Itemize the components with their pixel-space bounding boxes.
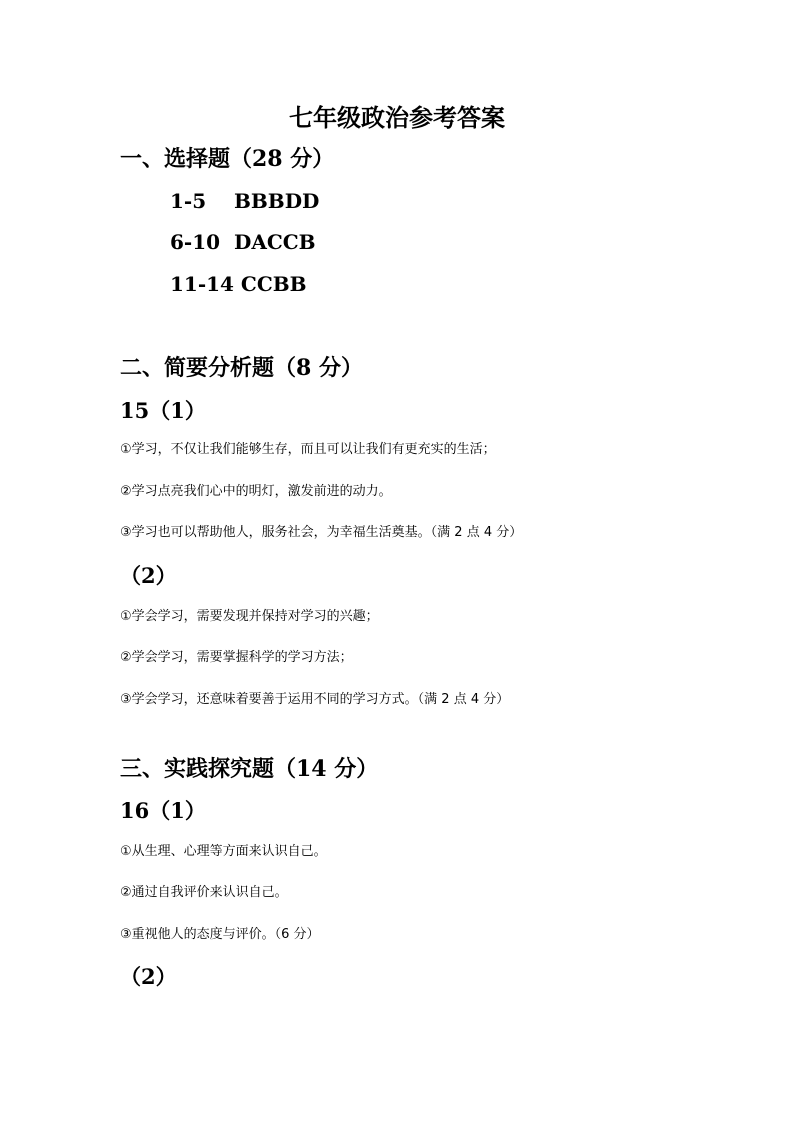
answer-row-1-5: 1-5 BBBDD xyxy=(170,189,320,213)
answer-row-6-10: 6-10 DACCB xyxy=(170,230,316,254)
question-15-part2-label: （2） xyxy=(120,563,177,588)
q15-part1-point-1: ①学习，不仅让我们能够生存，而且可以让我们有更充实的生活； xyxy=(120,442,496,457)
q15-part2-point-2: ②学会学习，需要掌握科学的学习方法； xyxy=(120,650,353,665)
q15-part2-point-1: ①学会学习，需要发现并保持对学习的兴趣； xyxy=(120,609,379,624)
q16-part1-point-1: ①从生理、心理等方面来认识自己。 xyxy=(120,844,327,859)
page-title: 七年级政治参考答案 xyxy=(289,103,505,132)
question-16-part2-label: （2） xyxy=(120,964,177,989)
section-3-heading: 三、实践探究题（14 分） xyxy=(120,756,379,782)
answer-row-11-14: 11-14 CCBB xyxy=(170,272,307,296)
q15-part1-point-2: ②学习点亮我们心中的明灯，激发前进的动力。 xyxy=(120,484,392,499)
q16-part1-point-2: ②通过自我评价来认识自己。 xyxy=(120,885,288,900)
q16-part1-point-3: ③重视他人的态度与评价。（6 分） xyxy=(120,927,320,942)
question-15-label: 15（1） xyxy=(120,398,206,423)
q15-part1-point-3: ③学习也可以帮助他人，服务社会，为幸福生活奠基。（满 2 点 4 分） xyxy=(120,525,523,540)
section-2-heading: 二、简要分析题（8 分） xyxy=(120,355,363,381)
question-16-label: 16（1） xyxy=(120,798,206,823)
q15-part2-point-3: ③学会学习，还意味着要善于运用不同的学习方式。（满 2 点 4 分） xyxy=(120,692,510,707)
section-1-heading: 一、选择题（28 分） xyxy=(120,146,335,172)
